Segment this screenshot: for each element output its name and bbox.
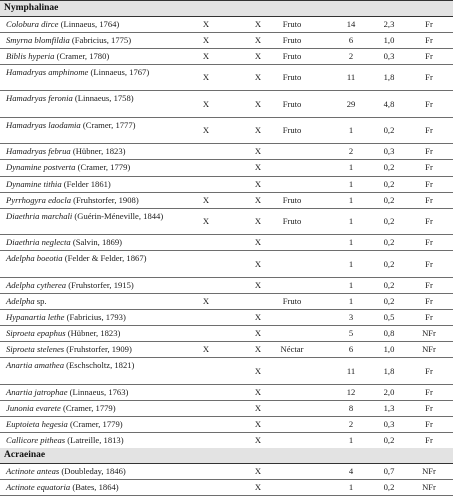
- species-name: [6, 296, 188, 306]
- table-row: [0, 293, 453, 309]
- species-name: [6, 419, 188, 429]
- category-cell: Fr: [425, 237, 433, 248]
- presence-mark-2: X: [254, 386, 262, 397]
- category-cell: Fr: [425, 295, 433, 306]
- species-binomial: Siproeta stelenes: [6, 344, 65, 355]
- row-divider: [0, 495, 453, 496]
- species-name: [6, 403, 188, 413]
- species-binomial: Biblis hyperia: [6, 50, 55, 61]
- count-cell: 1: [348, 295, 354, 306]
- species-binomial: Smyrna blomfildia: [6, 34, 70, 45]
- species-binomial: Anartia jatrophae: [6, 386, 68, 397]
- table-row: [0, 234, 453, 250]
- count-cell: 8: [348, 402, 354, 413]
- count-cell: 14: [346, 18, 356, 29]
- resource-cell: Fruto: [282, 295, 302, 306]
- percent-cell: 2,3: [383, 18, 395, 29]
- species-name: [6, 360, 188, 370]
- percent-cell: 0,3: [383, 146, 395, 157]
- table-row: [0, 208, 453, 235]
- percent-cell: 0,3: [383, 419, 395, 430]
- presence-mark-2: X: [254, 365, 262, 376]
- species-binomial: Euptoieta hegesia: [6, 419, 68, 430]
- species-binomial: Hamadryas februa: [6, 146, 71, 157]
- species-author: (Fabricius, 1775): [69, 34, 132, 45]
- category-cell: Fr: [425, 125, 433, 136]
- species-author: (Guérin-Méneville, 1844): [72, 210, 164, 221]
- presence-mark-2: X: [254, 178, 262, 189]
- percent-cell: 0,5: [383, 312, 395, 323]
- presence-mark-2: X: [254, 279, 262, 290]
- category-cell: Fr: [425, 50, 433, 61]
- presence-mark-2: X: [254, 237, 262, 248]
- species-author: (Linnaeus, 1758): [72, 93, 134, 104]
- resource-cell: Fruto: [282, 72, 302, 83]
- resource-cell: Fruto: [282, 194, 302, 205]
- presence-mark-1: X: [202, 125, 210, 136]
- species-author: (Linnaeus, 1763): [67, 386, 129, 397]
- percent-cell: 0,7: [383, 465, 395, 476]
- category-cell: Fr: [425, 34, 433, 45]
- presence-mark-1: X: [202, 34, 210, 45]
- table-row: [0, 32, 453, 48]
- presence-mark-2: X: [254, 125, 262, 136]
- count-cell: 2: [348, 146, 354, 157]
- percent-cell: 4,8: [383, 98, 395, 109]
- species-binomial: Callicore pitheas: [6, 435, 66, 446]
- count-cell: 12: [346, 386, 356, 397]
- count-cell: 1: [348, 162, 354, 173]
- species-author: (Linnaeus, 1767): [88, 66, 150, 77]
- species-name: [6, 435, 188, 445]
- species-author: (Cramer, 1779): [67, 419, 123, 430]
- resource-cell: Fruto: [282, 18, 302, 29]
- species-author: (Felder 1861): [61, 178, 111, 189]
- species-name: [6, 280, 188, 290]
- resource-cell: Fruto: [282, 125, 302, 136]
- percent-cell: 1,8: [383, 72, 395, 83]
- table-row: [0, 64, 453, 91]
- species-name: [6, 120, 188, 130]
- species-author: (Eschscholtz, 1821): [64, 360, 135, 371]
- table-row: [0, 384, 453, 400]
- percent-cell: 1,8: [383, 365, 395, 376]
- species-binomial: Hypanartia lethe: [6, 312, 65, 323]
- table-row: [0, 250, 453, 277]
- count-cell: 1: [348, 258, 354, 269]
- species-name: [6, 312, 188, 322]
- species-binomial: Dynamine postverta: [6, 162, 76, 173]
- species-binomial: Adelpha cytherea: [6, 279, 67, 290]
- species-author: (Doubleday, 1846): [59, 465, 126, 476]
- species-author: (Bates, 1864): [70, 481, 119, 492]
- count-cell: 5: [348, 328, 354, 339]
- species-author: (Hübner, 1823): [65, 328, 121, 339]
- count-cell: 1: [348, 215, 354, 226]
- species-binomial: Pyrrhogyra edocla: [6, 194, 71, 205]
- percent-cell: 0,2: [383, 237, 395, 248]
- count-cell: 1: [348, 435, 354, 446]
- species-name: [6, 466, 188, 476]
- species-author: (Latreille, 1813): [65, 435, 124, 446]
- section-title: Acraeinae: [4, 450, 46, 461]
- presence-mark-1: X: [202, 215, 210, 226]
- resource-cell: Fruto: [282, 34, 302, 45]
- category-cell: Fr: [425, 18, 433, 29]
- category-cell: Fr: [425, 365, 433, 376]
- species-name: [6, 344, 188, 354]
- species-author: (Hübner, 1823): [70, 146, 126, 157]
- count-cell: 6: [348, 344, 354, 355]
- presence-mark-2: X: [254, 465, 262, 476]
- species-binomial: Actinote equatoria: [6, 481, 71, 492]
- percent-cell: 0,2: [383, 194, 395, 205]
- species-name: [6, 253, 188, 263]
- percent-cell: 0,8: [383, 328, 395, 339]
- presence-mark-2: X: [254, 146, 262, 157]
- species-author: (Linnaeus, 1764): [58, 18, 120, 29]
- presence-mark-2: X: [254, 162, 262, 173]
- category-cell: Fr: [425, 435, 433, 446]
- category-cell: Fr: [425, 178, 433, 189]
- presence-mark-1: X: [202, 18, 210, 29]
- species-author: (Felder & Felder, 1867): [62, 253, 147, 264]
- section-title: Nymphalinae: [4, 3, 59, 13]
- resource-cell: Fruto: [282, 50, 302, 61]
- species-binomial: Siproeta epaphus: [6, 328, 66, 339]
- presence-mark-2: X: [254, 18, 262, 29]
- category-cell: NFr: [422, 465, 436, 476]
- presence-mark-1: X: [202, 50, 210, 61]
- species-binomial: Dynamine tithia: [6, 178, 62, 189]
- table-row: [0, 192, 453, 208]
- resource-cell: Néctar: [280, 344, 304, 355]
- species-name: [6, 237, 188, 247]
- category-cell: Fr: [425, 98, 433, 109]
- category-cell: Fr: [425, 72, 433, 83]
- presence-mark-2: X: [254, 402, 262, 413]
- species-name: [6, 93, 188, 103]
- presence-mark-2: X: [254, 344, 262, 355]
- species-author: (Cramer, 1777): [80, 119, 136, 130]
- section-header: [0, 448, 453, 463]
- count-cell: 1: [348, 178, 354, 189]
- presence-mark-1: X: [202, 72, 210, 83]
- species-binomial: Junonia evarete: [6, 402, 61, 413]
- percent-cell: 0,2: [383, 178, 395, 189]
- presence-mark-1: X: [202, 295, 210, 306]
- count-cell: 11: [346, 365, 356, 376]
- table-row: [0, 143, 453, 159]
- presence-mark-2: X: [254, 481, 262, 492]
- count-cell: 1: [348, 237, 354, 248]
- percent-cell: 0,2: [383, 215, 395, 226]
- species-name: [6, 387, 188, 397]
- table-row: [0, 16, 453, 32]
- table-row: [0, 48, 453, 64]
- percent-cell: 1,0: [383, 344, 395, 355]
- category-cell: Fr: [425, 146, 433, 157]
- species-author: (Fruhstorfer, 1909): [64, 344, 132, 355]
- presence-mark-2: X: [254, 328, 262, 339]
- count-cell: 1: [348, 194, 354, 205]
- table-row: [0, 90, 453, 117]
- table-row: [0, 309, 453, 325]
- species-name: [6, 19, 188, 29]
- percent-cell: 1,3: [383, 402, 395, 413]
- presence-mark-2: X: [254, 258, 262, 269]
- presence-mark-2: X: [254, 72, 262, 83]
- category-cell: Fr: [425, 312, 433, 323]
- count-cell: 2: [348, 50, 354, 61]
- category-cell: NFr: [422, 481, 436, 492]
- species-name: [6, 211, 188, 221]
- table-row: [0, 117, 453, 144]
- table-row: [0, 277, 453, 293]
- category-cell: Fr: [425, 194, 433, 205]
- category-cell: Fr: [425, 386, 433, 397]
- presence-mark-2: X: [254, 435, 262, 446]
- table-row: [0, 176, 453, 192]
- count-cell: 1: [348, 125, 354, 136]
- count-cell: 3: [348, 312, 354, 323]
- species-name: [6, 195, 188, 205]
- resource-cell: Fruto: [282, 98, 302, 109]
- species-binomial: Anartia amathea: [6, 360, 65, 371]
- species-author: (Salvin, 1869): [70, 237, 123, 248]
- presence-mark-2: X: [254, 98, 262, 109]
- percent-cell: 0,2: [383, 279, 395, 290]
- count-cell: 6: [348, 34, 354, 45]
- species-binomial: Hamadryas laodamia: [6, 119, 81, 130]
- percent-cell: 0,2: [383, 162, 395, 173]
- species-name: [6, 162, 188, 172]
- species-binomial: Colobura dirce: [6, 18, 59, 29]
- species-author: (Cramer, 1779): [60, 402, 116, 413]
- percent-cell: 0,2: [383, 295, 395, 306]
- species-author: sp.: [34, 295, 47, 306]
- presence-mark-2: X: [254, 215, 262, 226]
- presence-mark-1: X: [202, 194, 210, 205]
- species-name: [6, 482, 188, 492]
- table-row: [0, 479, 453, 495]
- percent-cell: 2,0: [383, 386, 395, 397]
- count-cell: 29: [346, 98, 356, 109]
- species-name: [6, 328, 188, 338]
- species-binomial: Adelpha boeotia: [6, 253, 63, 264]
- species-binomial: Hamadryas feronia: [6, 93, 73, 104]
- table-row: [0, 325, 453, 341]
- species-name: [6, 51, 188, 61]
- percent-cell: 0,2: [383, 435, 395, 446]
- species-name: [6, 146, 188, 156]
- table-row: [0, 400, 453, 416]
- species-author: (Cramer, 1779): [75, 162, 131, 173]
- table-row: [0, 357, 453, 384]
- table-row: [0, 432, 453, 448]
- percent-cell: 1,0: [383, 34, 395, 45]
- percent-cell: 0,3: [383, 50, 395, 61]
- table-row: [0, 416, 453, 432]
- species-binomial: Diaethria neglecta: [6, 237, 71, 248]
- presence-mark-2: X: [254, 312, 262, 323]
- presence-mark-1: X: [202, 344, 210, 355]
- category-cell: Fr: [425, 215, 433, 226]
- species-name: [6, 35, 188, 45]
- count-cell: 2: [348, 419, 354, 430]
- species-author: (Fruhstorfer, 1908): [71, 194, 139, 205]
- species-name: [6, 67, 188, 77]
- count-cell: 1: [348, 481, 354, 492]
- species-binomial: Diaethria marchali: [6, 210, 73, 221]
- count-cell: 11: [346, 72, 356, 83]
- presence-mark-2: X: [254, 419, 262, 430]
- species-author: (Fabricius, 1793): [64, 312, 126, 323]
- percent-cell: 0,2: [383, 125, 395, 136]
- species-name: [6, 179, 188, 189]
- table-row: [0, 463, 453, 479]
- table-row: [0, 341, 453, 357]
- category-cell: Fr: [425, 162, 433, 173]
- resource-cell: Fruto: [282, 215, 302, 226]
- species-author: (Fruhstorfer, 1915): [66, 279, 134, 290]
- section-header: [0, 1, 453, 16]
- count-cell: 1: [348, 279, 354, 290]
- count-cell: 4: [348, 465, 354, 476]
- presence-mark-2: X: [254, 194, 262, 205]
- category-cell: Fr: [425, 402, 433, 413]
- category-cell: Fr: [425, 419, 433, 430]
- category-cell: Fr: [425, 279, 433, 290]
- species-author: (Cramer, 1780): [54, 50, 110, 61]
- species-binomial: Hamadryas amphinome: [6, 66, 89, 77]
- percent-cell: 0,2: [383, 481, 395, 492]
- presence-mark-1: X: [202, 98, 210, 109]
- presence-mark-2: X: [254, 50, 262, 61]
- percent-cell: 0,2: [383, 258, 395, 269]
- species-binomial: Actinote anteas: [6, 465, 60, 476]
- species-binomial: Adelpha: [6, 295, 35, 306]
- category-cell: NFr: [422, 328, 436, 339]
- table-row: [0, 159, 453, 175]
- category-cell: NFr: [422, 344, 436, 355]
- presence-mark-2: X: [254, 34, 262, 45]
- category-cell: Fr: [425, 258, 433, 269]
